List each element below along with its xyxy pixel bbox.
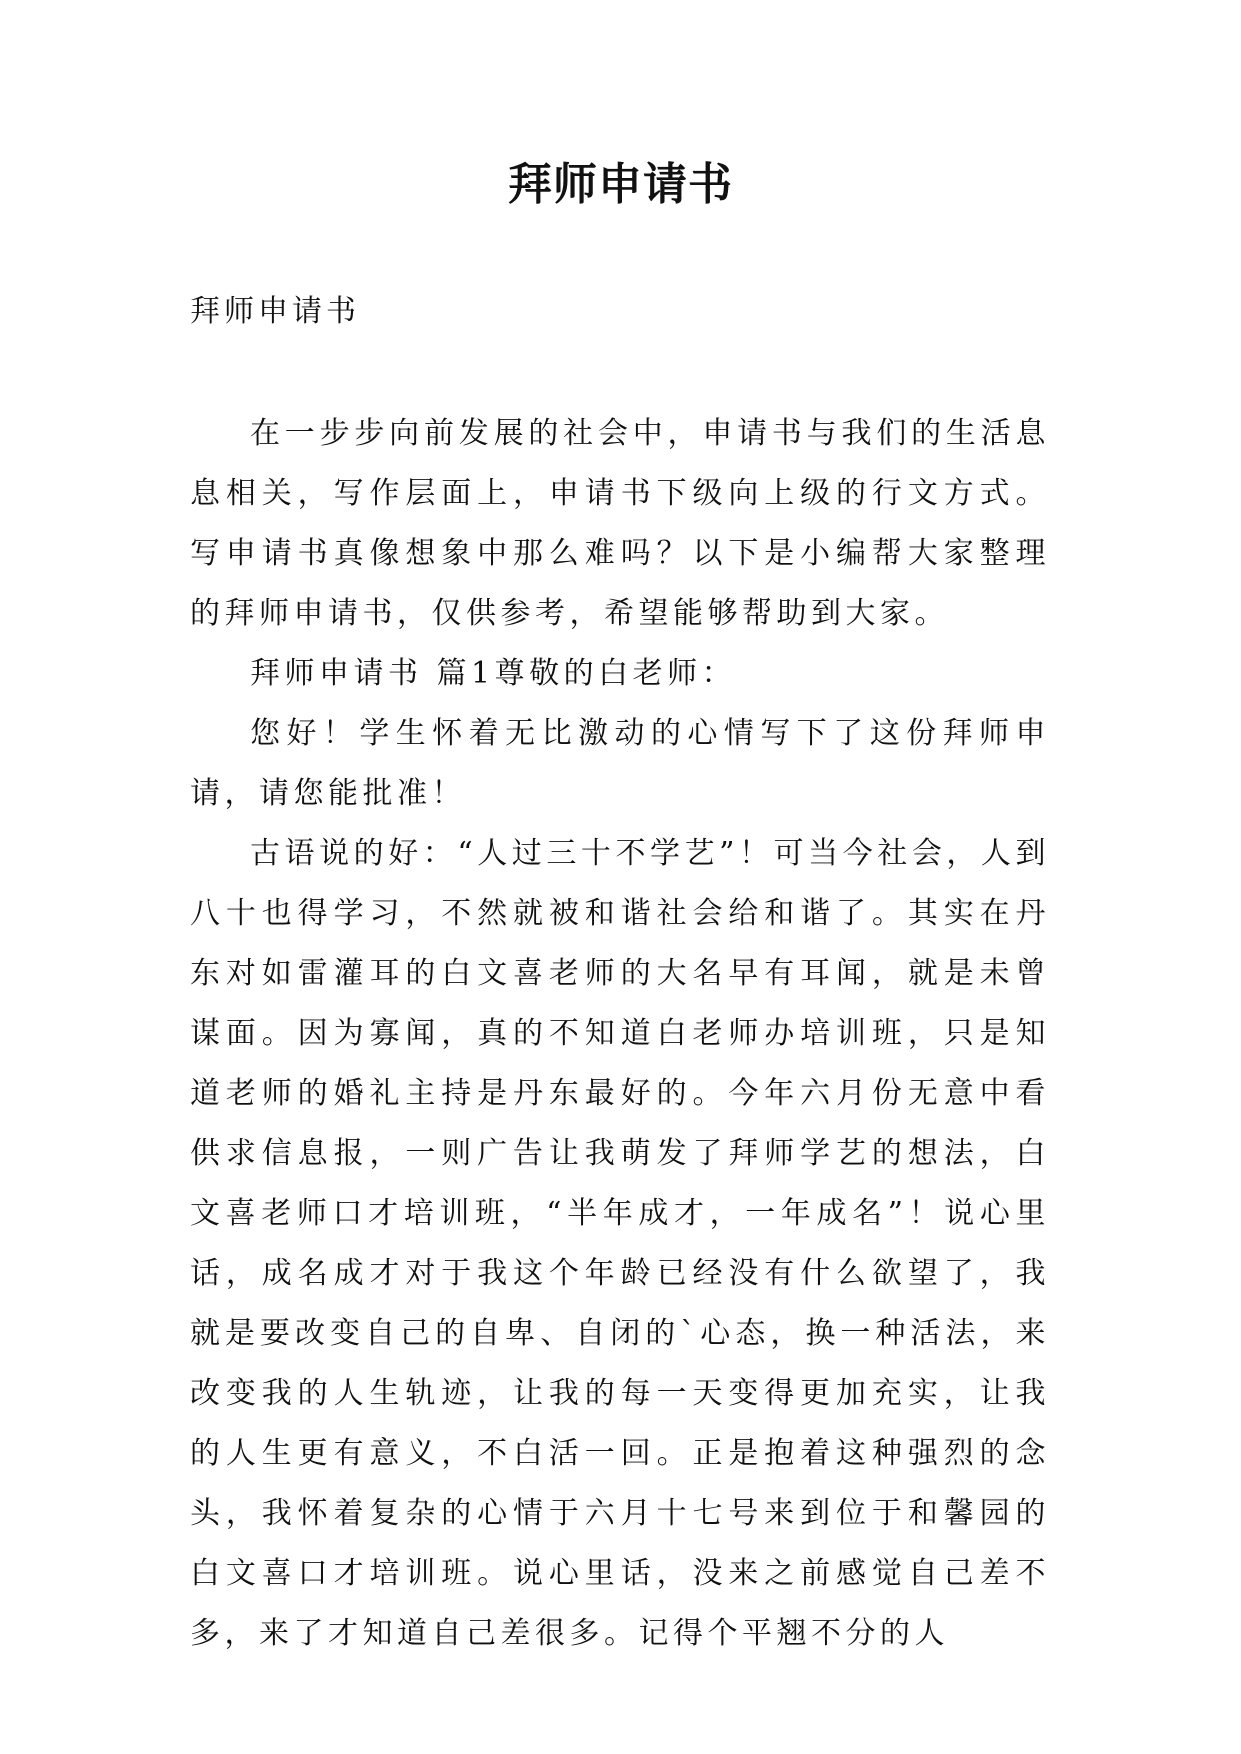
document-title: 拜师申请书 bbox=[508, 159, 733, 210]
paragraph-intro: 在一步步向前发展的社会中，申请书与我们的生活息息相关，写作层面上，申请书下级向上级的行文方式。写申请书真像想象中那么难吗？以下是小编帮大家整理的拜师申请书，仅供参考，希望能够帮助到大家。 bbox=[190, 416, 1050, 631]
document-subtitle: 拜师申请书 bbox=[190, 294, 360, 329]
paragraph-greeting: 您好！学生怀着无比激动的心情写下了这份拜师申请，请您能批准！ bbox=[190, 716, 1050, 811]
document-body bbox=[190, 404, 1050, 1664]
paragraph-main: 古语说的好：“人过三十不学艺”！可当今社会，人到八十也得学习，不然就被和谐社会给和谐了。其实在丹东对如雷灌耳的白文喜老师的大名早有耳闻，就是未曾谋面。因为寡闻，真的不知道白老师办培训班，只是知道老师的婚礼主持是丹东最好的。今年六月份无意中看供求信息报，一则广告让我萌发了拜师学艺的想法，白文喜老师口才培训班，“半年成才，一年成名”！说心里话，成名成才对于我这个年龄已经没有什么欲望了，我就是要改变自己的自卑、自闭的`心态，换一种活法，来改变我的人生轨迹，让我的每一天变得更加充实，让我的人生更有意义，不白活一回。正是抱着这种强烈的念头，我怀着复杂的心情于六月十七号来到位于和馨园的白文喜口才培训班。说心里话，没来之前感觉自己差不多，来了才知道自己差很多。记得个平翘不分的人 bbox=[190, 836, 1050, 1651]
paragraph-salutation: 拜师申请书 篇1尊敬的白老师： bbox=[250, 656, 737, 691]
